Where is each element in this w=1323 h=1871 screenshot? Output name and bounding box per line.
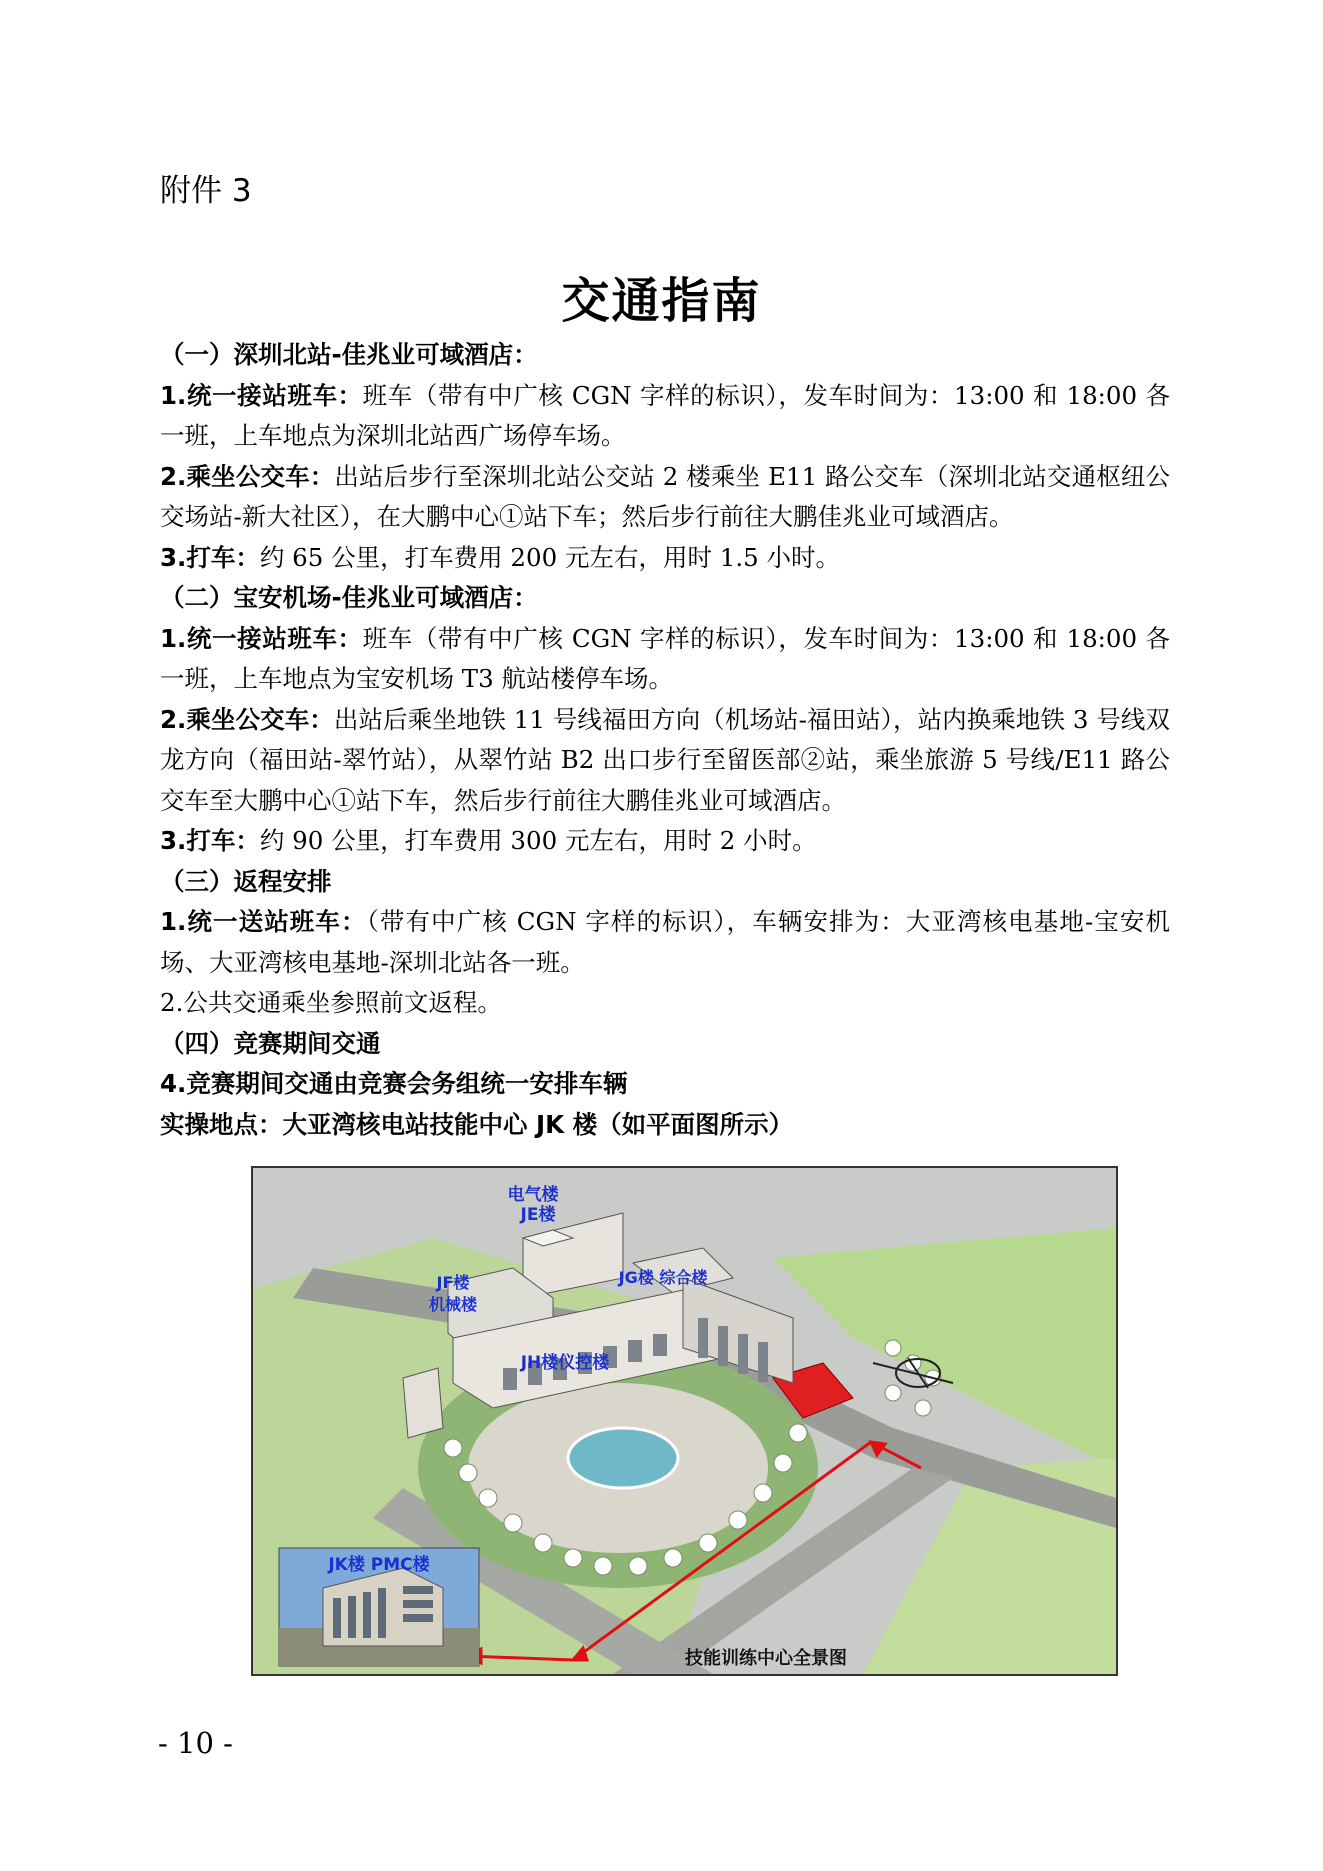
site-plan-illustration [253, 1168, 1116, 1674]
section3-item2: 2.公共交通乘坐参照前文返程。 [160, 988, 502, 1017]
section3-item1-label: 1.统一送站班车： [160, 907, 367, 936]
section2-item3 [160, 821, 1170, 862]
section2-item1-label: 1.统一接站班车： [160, 623, 363, 653]
section1-item3-label: 3.打车： [160, 542, 260, 572]
section2-item1-text: 班车（带有中广核 CGN 字样的标识），发车时间为：13:00 和 18:00 各一班，上车地点为宝安机场 T3 航站楼停车场。 [160, 623, 1170, 693]
section2-heading: （二）宝安机场-佳兆业可域酒店： [160, 583, 538, 612]
page-title: 交通指南 [561, 273, 762, 329]
section1-item3 [160, 538, 1170, 579]
document-body [160, 335, 1170, 1145]
section1-item2-text: 出站后步行至深圳北站公交站 2 楼乘坐 E11 路公交车（深圳北站交通枢纽公交场站-新大社区），在大鹏中心①站下车；然后步行前往大鹏佳兆业可域酒店。 [160, 461, 1171, 531]
side-building [403, 1368, 443, 1438]
jf-label-1: JF楼 [436, 1273, 470, 1292]
figure-caption: 技能训练中心全景图 [685, 1648, 847, 1669]
page-number: - 10 - [158, 1726, 233, 1760]
je-label-2: JE楼 [520, 1205, 556, 1225]
jh-label: JH楼仪控楼 [520, 1353, 610, 1373]
section1-item2 [160, 457, 1170, 538]
jg-label: JG楼 综合楼 [618, 1268, 708, 1287]
section1-item2-label: 2.乘坐公交车： [160, 461, 335, 491]
section1-item1-text: 班车（带有中广核 CGN 字样的标识），发车时间为：13:00 和 18:00 各一班，上车地点为深圳北站西广场停车场。 [160, 380, 1170, 450]
section2-item3-text: 约 90 公里，打车费用 300 元左右，用时 2 小时。 [259, 826, 817, 855]
jk-inset-photo [279, 1548, 479, 1666]
attachment-label: 附件 3 [160, 173, 252, 209]
section2-item3-label: 3.打车： [160, 826, 260, 855]
section2-item2-text: 出站后乘坐地铁 11 号线福田方向（机场站-福田站），站内换乘地铁 3 号线双龙方向（福田站-翠竹站），从翠竹站 B2 出口步行至留医部②站，乘坐旅游 5 号线/E11 路公交车至大鹏中心①站下车，然后步行前往大鹏佳兆业可域酒店。 [160, 704, 1170, 815]
section3-heading: （三）返程安排 [160, 866, 332, 896]
je-label-1: 电气楼 [507, 1185, 559, 1205]
section3-item1 [160, 902, 1170, 983]
section2-item2-label: 2.乘坐公交车： [160, 704, 334, 734]
section4-heading: （四）竞赛期间交通 [160, 1028, 381, 1058]
section2-item2 [160, 700, 1170, 822]
section1-item1 [160, 376, 1170, 457]
jf-label-2: 机械楼 [428, 1295, 478, 1314]
jk-label: JK楼 PMC楼 [328, 1555, 430, 1575]
section4-item4: 4.竞赛期间交通由竞赛会务组统一安排车辆 [160, 1069, 628, 1098]
training-center-panorama [251, 1166, 1118, 1676]
section2-item1 [160, 619, 1170, 700]
section1-item1-label: 1.统一接站班车： [160, 380, 363, 410]
section4-location: 实操地点：大亚湾核电站技能中心 JK 楼（如平面图所示） [160, 1109, 794, 1139]
section1-item3-text: 约 65 公里，打车费用 200 元左右，用时 1.5 小时。 [259, 542, 840, 572]
fountain-pool [568, 1428, 678, 1488]
section3-item1-text: （带有中广核 CGN 字样的标识），车辆安排为：大亚湾核电基地-宝安机场、大亚湾核电基地-深圳北站各一班。 [160, 907, 1170, 977]
section1-heading: （一）深圳北站-佳兆业可域酒店： [160, 340, 538, 369]
